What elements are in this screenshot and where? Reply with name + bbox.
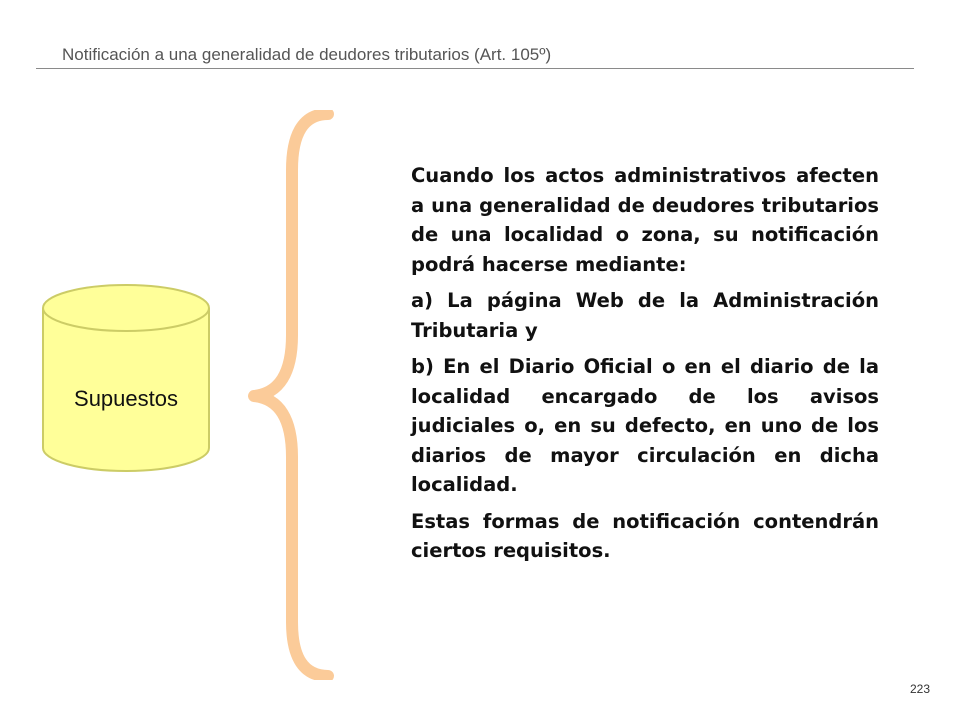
curly-brace [240,110,340,680]
body-text [411,161,879,573]
title-divider [36,68,914,69]
cylinder-shape [40,282,212,474]
intro-paragraph: Cuando los actos administrativos afecten a una generalidad de deudores tributarios de una localidad o zona, su notificación podrá hacerse mediante: [411,164,879,276]
closing-paragraph: Estas formas de notificación contendrán ciertos requisitos. [411,509,879,562]
cylinder-label: Supuestos [74,386,178,411]
page-number: 223 [909,682,930,696]
option-b-paragraph: b) En el Diario Oficial o en el diario de la localidad encargado de los avisos judiciales o, en su defecto, en uno de los diarios de mayor circulación en dicha localidad. [411,355,879,496]
option-a-paragraph: a) La página Web de la Administración Tributaria y [411,289,879,342]
slide-title: Notificación a una generalidad de deudores tributarios (Art. 105º) [62,45,552,64]
cylinder-top [43,285,209,331]
